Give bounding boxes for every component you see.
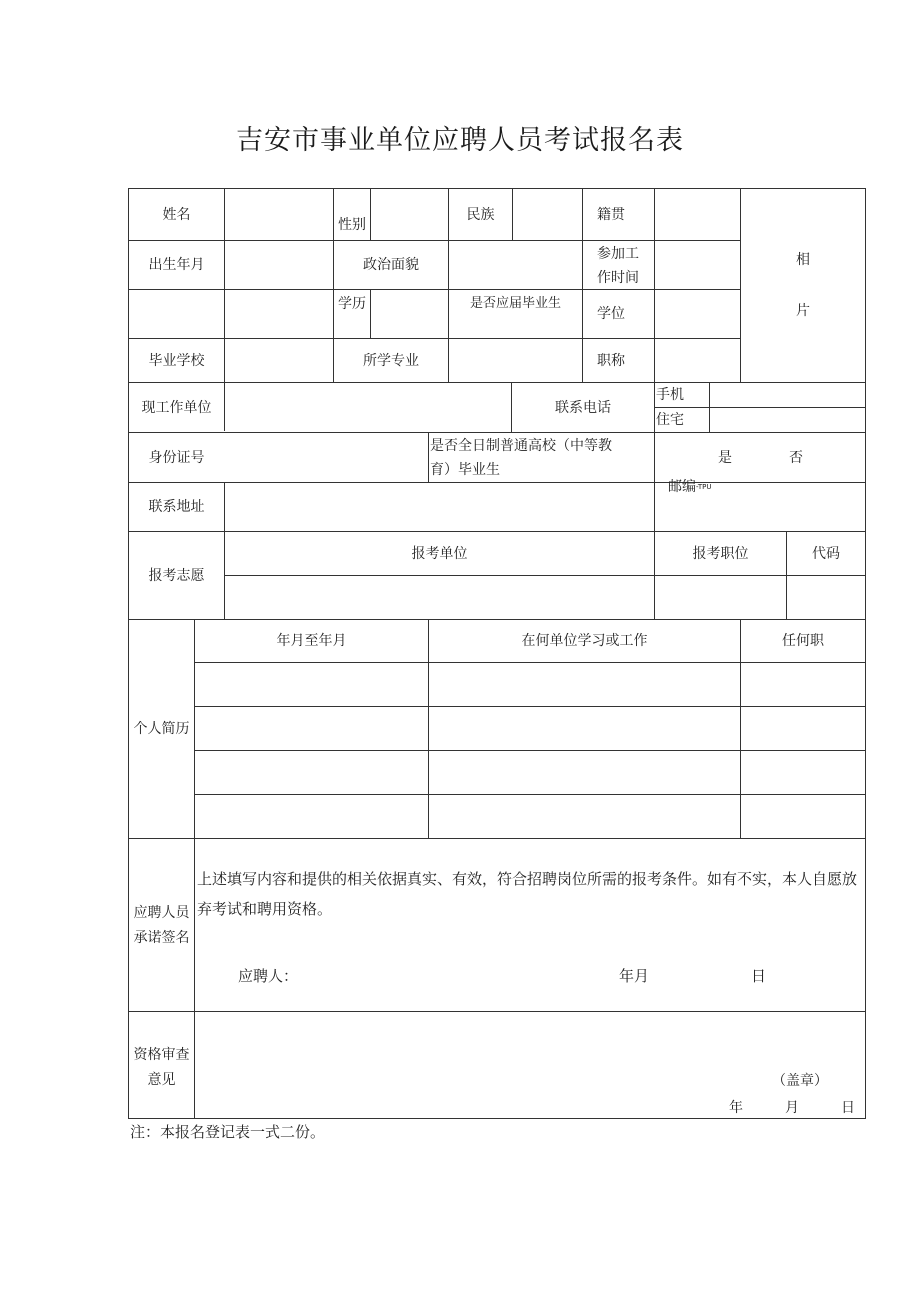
label-seal: （盖章） [772, 1073, 828, 1089]
header-period: 年月至年月 [276, 633, 347, 649]
name-field[interactable] [225, 189, 333, 240]
label-gender: 性别 [338, 217, 366, 233]
label-employer: 现工作单位 [141, 399, 212, 416]
apply-unit-field[interactable] [225, 576, 654, 619]
label-fresh-graduate: 是否应届毕业生 [469, 296, 561, 311]
label-applicant: 应聘人： [238, 967, 299, 985]
employer-field[interactable] [225, 383, 511, 432]
resume-role-field[interactable] [741, 751, 865, 794]
option-no[interactable]: 否 [789, 449, 803, 466]
row3-blank-label [129, 290, 224, 338]
label-review-year: 年 [729, 1100, 743, 1116]
postcode-mark: -TPU [696, 483, 712, 491]
label-day: 日 [751, 967, 767, 985]
photo-label-top: 相 [796, 252, 810, 268]
resume-period-field[interactable] [195, 751, 428, 794]
code-field[interactable] [787, 576, 865, 619]
label-year-month: 年月 [619, 967, 650, 985]
header-apply-unit: 报考单位 [411, 545, 468, 562]
label-phone: 联系电话 [555, 399, 611, 416]
label-mobile: 手机 [656, 387, 684, 403]
header-apply-position: 报考职位 [692, 545, 749, 562]
id-number-field[interactable] [225, 433, 428, 482]
label-degree: 学位 [597, 306, 625, 322]
birth-field[interactable] [225, 241, 333, 289]
degree-field[interactable] [655, 290, 740, 338]
label-resume: 个人简历 [133, 721, 190, 737]
label-title-rank: 职称 [597, 352, 625, 369]
label-native-place: 籍贯 [597, 206, 625, 223]
resume-role-field[interactable] [741, 663, 865, 706]
pledge-text: 上述填写内容和提供的相关依据真实、有效，符合招聘岗位所需的报考条件。如有不实，本人自愿放弃考试和聘用资格。 [197, 870, 858, 918]
label-fulltime-line1: 是否全日制普通高校（中等教 [430, 438, 612, 454]
resume-period-field[interactable] [195, 707, 428, 750]
header-code: 代码 [812, 545, 840, 562]
label-fulltime-line2: 育）毕业生 [430, 462, 500, 478]
title-rank-field[interactable] [655, 339, 740, 382]
work-start-field[interactable] [655, 241, 740, 289]
label-work-start-line1: 参加工 [597, 246, 639, 262]
label-education: 学历 [338, 296, 366, 312]
postcode-text: 邮编 [668, 479, 696, 495]
school-field[interactable] [225, 339, 333, 382]
education-field[interactable] [371, 290, 448, 338]
label-political: 政治面貌 [363, 257, 419, 273]
label-review-line1: 资格审查 [133, 1047, 190, 1063]
resume-period-field[interactable] [195, 663, 428, 706]
page-title: 吉安市事业单位应聘人员考试报名表 [236, 125, 684, 156]
resume-where-field[interactable] [429, 795, 740, 838]
ethnicity-field[interactable] [513, 189, 582, 240]
review-opinion-field[interactable] [195, 1012, 865, 1072]
label-work-start-line2: 作时间 [597, 270, 639, 286]
header-where: 在何单位学习或工作 [521, 633, 648, 649]
resume-role-field[interactable] [741, 707, 865, 750]
native-place-field[interactable] [655, 189, 740, 240]
apply-position-field[interactable] [655, 576, 786, 619]
header-role: 任何职 [782, 633, 824, 649]
resume-where-field[interactable] [429, 751, 740, 794]
resume-where-field[interactable] [429, 663, 740, 706]
home-phone-field[interactable] [710, 408, 865, 432]
label-birth: 出生年月 [148, 257, 205, 273]
label-review-month: 月 [785, 1100, 799, 1116]
row3-blank-field[interactable] [225, 290, 333, 338]
footnote: 注：本报名登记表一式二份。 [130, 1123, 326, 1141]
label-choice: 报考志愿 [148, 567, 205, 584]
major-field[interactable] [449, 339, 582, 382]
photo-label-bottom: 片 [796, 303, 810, 319]
label-pledge-line2: 承诺签名 [133, 930, 190, 946]
label-home-phone: 住宅 [656, 412, 684, 428]
label-id-number: 身份证号 [148, 449, 205, 466]
postcode-field[interactable] [655, 500, 865, 531]
label-pledge-line1: 应聘人员 [133, 905, 190, 921]
label-address: 联系地址 [148, 499, 205, 515]
address-field[interactable] [225, 483, 654, 531]
applicant-signature-field[interactable] [300, 964, 600, 988]
label-ethnicity: 民族 [466, 206, 495, 223]
option-yes[interactable]: 是 [718, 449, 732, 466]
label-name: 姓名 [162, 206, 191, 223]
label-school: 毕业学校 [148, 352, 205, 369]
political-field[interactable] [449, 241, 582, 289]
resume-where-field[interactable] [429, 707, 740, 750]
label-major: 所学专业 [363, 352, 419, 369]
resume-role-field[interactable] [741, 795, 865, 838]
label-review-day: 日 [841, 1100, 855, 1116]
gender-field[interactable] [371, 189, 448, 240]
resume-period-field[interactable] [195, 795, 428, 838]
label-review-line2: 意见 [147, 1072, 176, 1088]
label-postcode [668, 476, 758, 498]
mobile-field[interactable] [710, 383, 865, 407]
